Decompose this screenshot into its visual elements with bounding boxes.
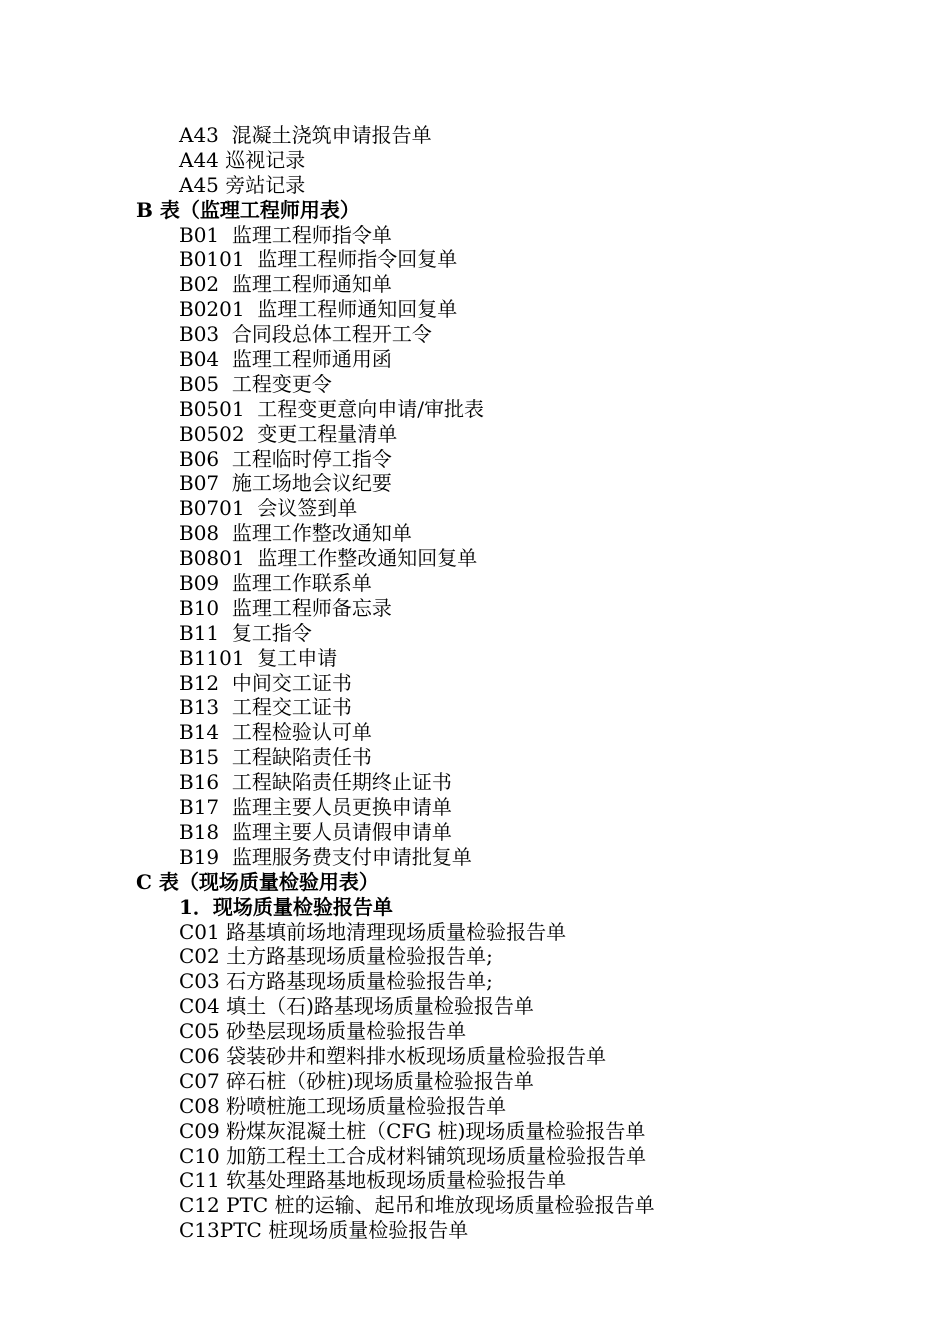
list-item: B10 监理工程师备忘录	[179, 595, 392, 620]
list-item: B1101 复工申请	[179, 645, 338, 670]
list-item: C13PTC 桩现场质量检验报告单	[179, 1218, 469, 1243]
list-item: B0801 监理工作整改通知回复单	[179, 546, 478, 571]
list-item: B0201 监理工程师通知回复单	[179, 297, 458, 322]
list-item: C02 土方路基现场质量检验报告单;	[179, 944, 493, 969]
list-item: C09 粉煤灰混凝土桩（CFG 桩)现场质量检验报告单	[179, 1118, 646, 1143]
list-item: B08 监理工作整改通知单	[179, 521, 412, 546]
list-item: B19 监理服务费支付申请批复单	[179, 844, 472, 869]
list-item: B09 监理工作联系单	[179, 571, 372, 596]
list-item: B14 工程检验认可单	[179, 720, 372, 745]
list-item: A45 旁站记录	[179, 172, 306, 197]
list-item: C12 PTC 桩的运输、起吊和堆放现场质量检验报告单	[179, 1193, 655, 1218]
list-item: B0502 变更工程量清单	[179, 421, 398, 446]
list-item: C07 碎石桩（砂桩)现场质量检验报告单	[179, 1068, 534, 1093]
section-heading-c: C 表（现场质量检验用表）	[136, 869, 379, 894]
list-item: B01 监理工程师指令单	[179, 222, 392, 247]
list-item: B02 监理工程师通知单	[179, 272, 392, 297]
list-item: C04 填土（石)路基现场质量检验报告单	[179, 994, 534, 1019]
document-page	[0, 123, 950, 1243]
list-item: B03 合同段总体工程开工令	[179, 322, 432, 347]
list-item: B16 工程缺陷责任期终止证书	[179, 770, 452, 795]
list-item: C03 石方路基现场质量检验报告单;	[179, 969, 493, 994]
list-item: C01 路基填前场地清理现场质量检验报告单	[179, 919, 567, 944]
a-form-list	[0, 123, 950, 198]
list-item: B0701 会议签到单	[179, 496, 358, 521]
list-item: B12 中间交工证书	[179, 670, 352, 695]
list-item: B17 监理主要人员更换申请单	[179, 795, 452, 820]
list-item: B06 工程临时停工指令	[179, 446, 392, 471]
list-item: B13 工程交工证书	[179, 695, 352, 720]
list-item: B15 工程缺陷责任书	[179, 745, 372, 770]
list-item: B04 监理工程师通用函	[179, 347, 392, 372]
list-item: B07 施工场地会议纪要	[179, 471, 392, 496]
list-item: C10 加筋工程土工合成材料铺筑现场质量检验报告单	[179, 1143, 647, 1168]
b-form-list	[0, 223, 950, 870]
list-item: B11 复工指令	[179, 620, 312, 645]
list-item: A44 巡视记录	[179, 147, 306, 172]
list-item: B0501 工程变更意向申请/审批表	[179, 396, 485, 421]
section-heading-b: B 表（监理工程师用表）	[136, 197, 360, 222]
list-item: C11 软基处理路基地板现场质量检验报告单	[179, 1168, 567, 1193]
list-item: B0101 监理工程师指令回复单	[179, 247, 458, 272]
subsection-heading-c1: 1．现场质量检验报告单	[179, 894, 393, 919]
list-item: C05 砂垫层现场质量检验报告单	[179, 1019, 467, 1044]
list-item: C08 粉喷桩施工现场质量检验报告单	[179, 1093, 507, 1118]
c-form-list	[0, 920, 950, 1244]
list-item: A43 混凝土浇筑申请报告单	[179, 123, 432, 147]
list-item: C06 袋装砂井和塑料排水板现场质量检验报告单	[179, 1043, 607, 1068]
list-item: B18 监理主要人员请假申请单	[179, 819, 452, 844]
list-item: B05 工程变更令	[179, 371, 332, 396]
